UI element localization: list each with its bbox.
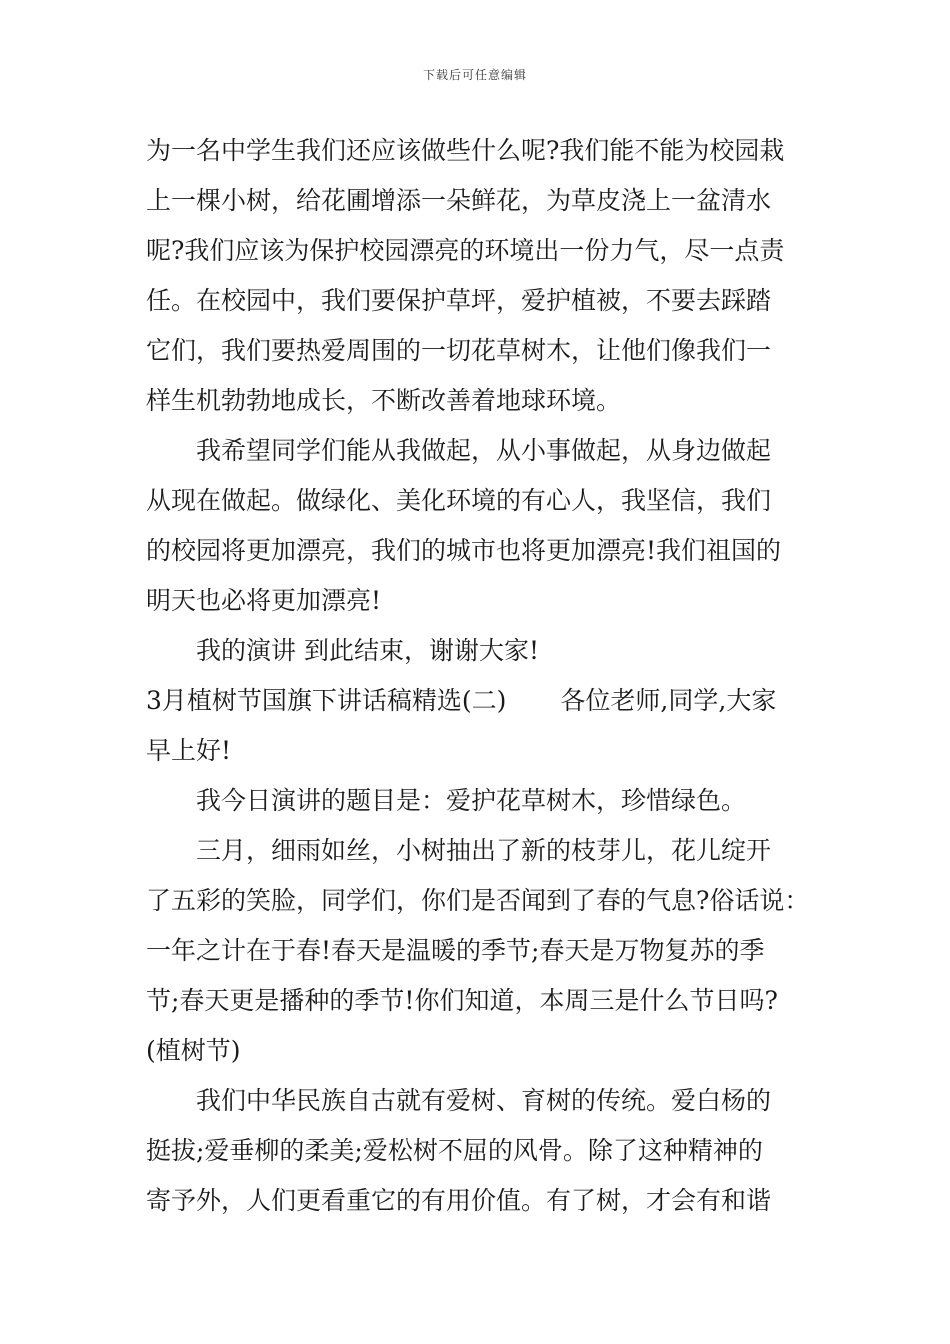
text-line: 早上好! <box>146 736 232 765</box>
document-body <box>146 126 812 1226</box>
text-line: 任。在校园中，我们要保护草坪，爱护植被，不要去踩踏 <box>146 286 772 315</box>
text-line: 它们，我们要热爱周围的一切花草树木，让他们像我们一 <box>146 336 772 365</box>
section-title-line <box>146 676 812 726</box>
page-header: 下载后可任意编辑 <box>422 68 527 82</box>
text-line: 挺拔;爱垂柳的柔美;爱松树不屈的风骨。除了这种精神的 <box>146 1136 763 1165</box>
text-line: 寄予外，人们更看重它的有用价值。有了树，才会有和谐 <box>146 1186 772 1215</box>
text-line: 上一棵小树，给花圃增添一朵鲜花，为草皮浇上一盆清水 <box>146 186 772 215</box>
text-line: 明天也必将更加漂亮! <box>146 586 382 615</box>
text-line: 为一名中学生我们还应该做些什么呢?我们能不能为校园栽 <box>146 136 785 165</box>
section-title: 3月植树节国旗下讲话稿精选(二) <box>146 686 507 715</box>
text-line: 我今日演讲的题目是：爱护花草树木，珍惜绿色。 <box>196 786 747 815</box>
text-line: 的校园将更加漂亮，我们的城市也将更加漂亮!我们祖国的 <box>146 536 782 565</box>
text-line: 从现在做起。做绿化、美化环境的有心人，我坚信，我们 <box>146 486 772 515</box>
text-line: 我的演讲 到此结束，谢谢大家! <box>196 636 539 665</box>
text-line: 我们中华民族自古就有爱树、育树的传统。爱白杨的 <box>196 1086 772 1115</box>
text-line: 呢?我们应该为保护校园漂亮的环境出一份力气，尽一点责 <box>146 236 785 265</box>
text-line: 我希望同学们能从我做起，从小事做起，从身边做起 <box>196 436 772 465</box>
text-line: 样生机勃勃地成长，不断改善着地球环境。 <box>146 386 622 415</box>
greeting: 各位老师,同学,大家 <box>560 686 777 715</box>
text-line: (植树节) <box>146 1036 241 1065</box>
text-line: 一年之计在于春!春天是温暖的季节;春天是万物复苏的季 <box>146 936 765 965</box>
text-line: 三月，细雨如丝，小树抽出了新的枝芽儿，花儿绽开 <box>196 836 772 865</box>
text-line: 节;春天更是播种的季节!你们知道，本周三是什么节日吗? <box>146 986 778 1015</box>
text-line: 了五彩的笑脸，同学们，你们是否闻到了春的气息?俗话说： <box>146 886 810 915</box>
